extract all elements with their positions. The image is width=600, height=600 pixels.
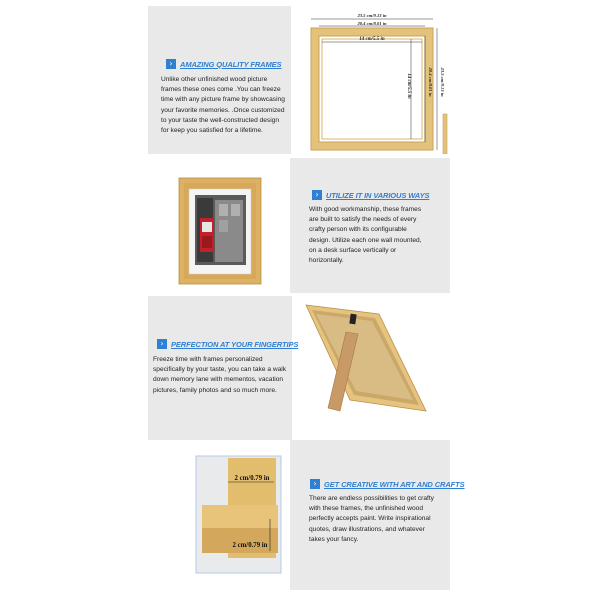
window-width-label: 14 cm/5.5 in xyxy=(359,37,385,42)
frame-back-image xyxy=(292,296,450,440)
section-3-heading xyxy=(157,339,298,349)
inner-width-label: 20.4 cm/8.01 in xyxy=(357,21,387,26)
framed-photo-illustration xyxy=(148,158,290,293)
section-3-body: Freeze time with frames personalized specifically by your taste, you can take a walk down memory lane with mementos, vacation pictures, family photos and so much more. xyxy=(153,356,287,394)
section-1-body: Unlike other unfinished wood picture frames these ones come .You can freeze time with any picture frame by showcasing your favorite memories. .Once customized to your taste the well-constructed design for keep you satisfied for a lifetime. xyxy=(161,76,285,135)
section-1-title: AMAZING QUALITY FRAMES xyxy=(180,59,282,69)
section-2-title: UTILIZE IT IN VARIOUS WAYS xyxy=(326,190,430,200)
chevron-right-icon: › xyxy=(157,339,167,349)
chevron-right-icon: › xyxy=(310,479,320,489)
frame-back-illustration xyxy=(292,296,450,440)
section-4-title: GET CREATIVE WITH ART AND CRAFTS xyxy=(324,479,465,489)
section-4-heading xyxy=(310,479,465,489)
section-2-body: With good workmanship, these frames are built to satisfy the needs of every crafty person with its configurable design. Utilize each one wall mounted, on a desk surface vertically or horizontally. xyxy=(309,206,422,265)
chevron-right-icon: › xyxy=(166,59,176,69)
frame-dimensions-image xyxy=(291,6,450,154)
inner-height-label: 20.4 cm/8.01 in xyxy=(428,67,433,97)
section-4-body: There are endless possibilities to get crafty with these frames, the unfinished wood perfectly accepts paint. Write inspirational quotes, draw illustrations, and whatever takes your fancy. xyxy=(309,495,434,543)
frame-depth-image xyxy=(148,440,290,590)
frame-dimensions-diagram xyxy=(291,6,450,154)
depth-top-label: 2 cm/0.79 in xyxy=(234,475,270,482)
frame-depth-illustration xyxy=(148,440,290,590)
depth-side-label: 2 cm/0.79 in xyxy=(232,542,268,549)
outer-height-label: 23.5 cm/9.13 in xyxy=(440,67,445,97)
chevron-right-icon: › xyxy=(312,190,322,200)
outer-width-label: 23.5 cm/9.13 in xyxy=(357,13,387,18)
section-1-heading xyxy=(166,59,281,69)
framed-photo-image xyxy=(148,158,290,293)
section-2-heading xyxy=(312,190,429,200)
section-3-title: PERFECTION AT YOUR FINGERTIPS xyxy=(171,339,299,349)
window-height-label: 14 cm/5.5 in xyxy=(406,73,411,99)
